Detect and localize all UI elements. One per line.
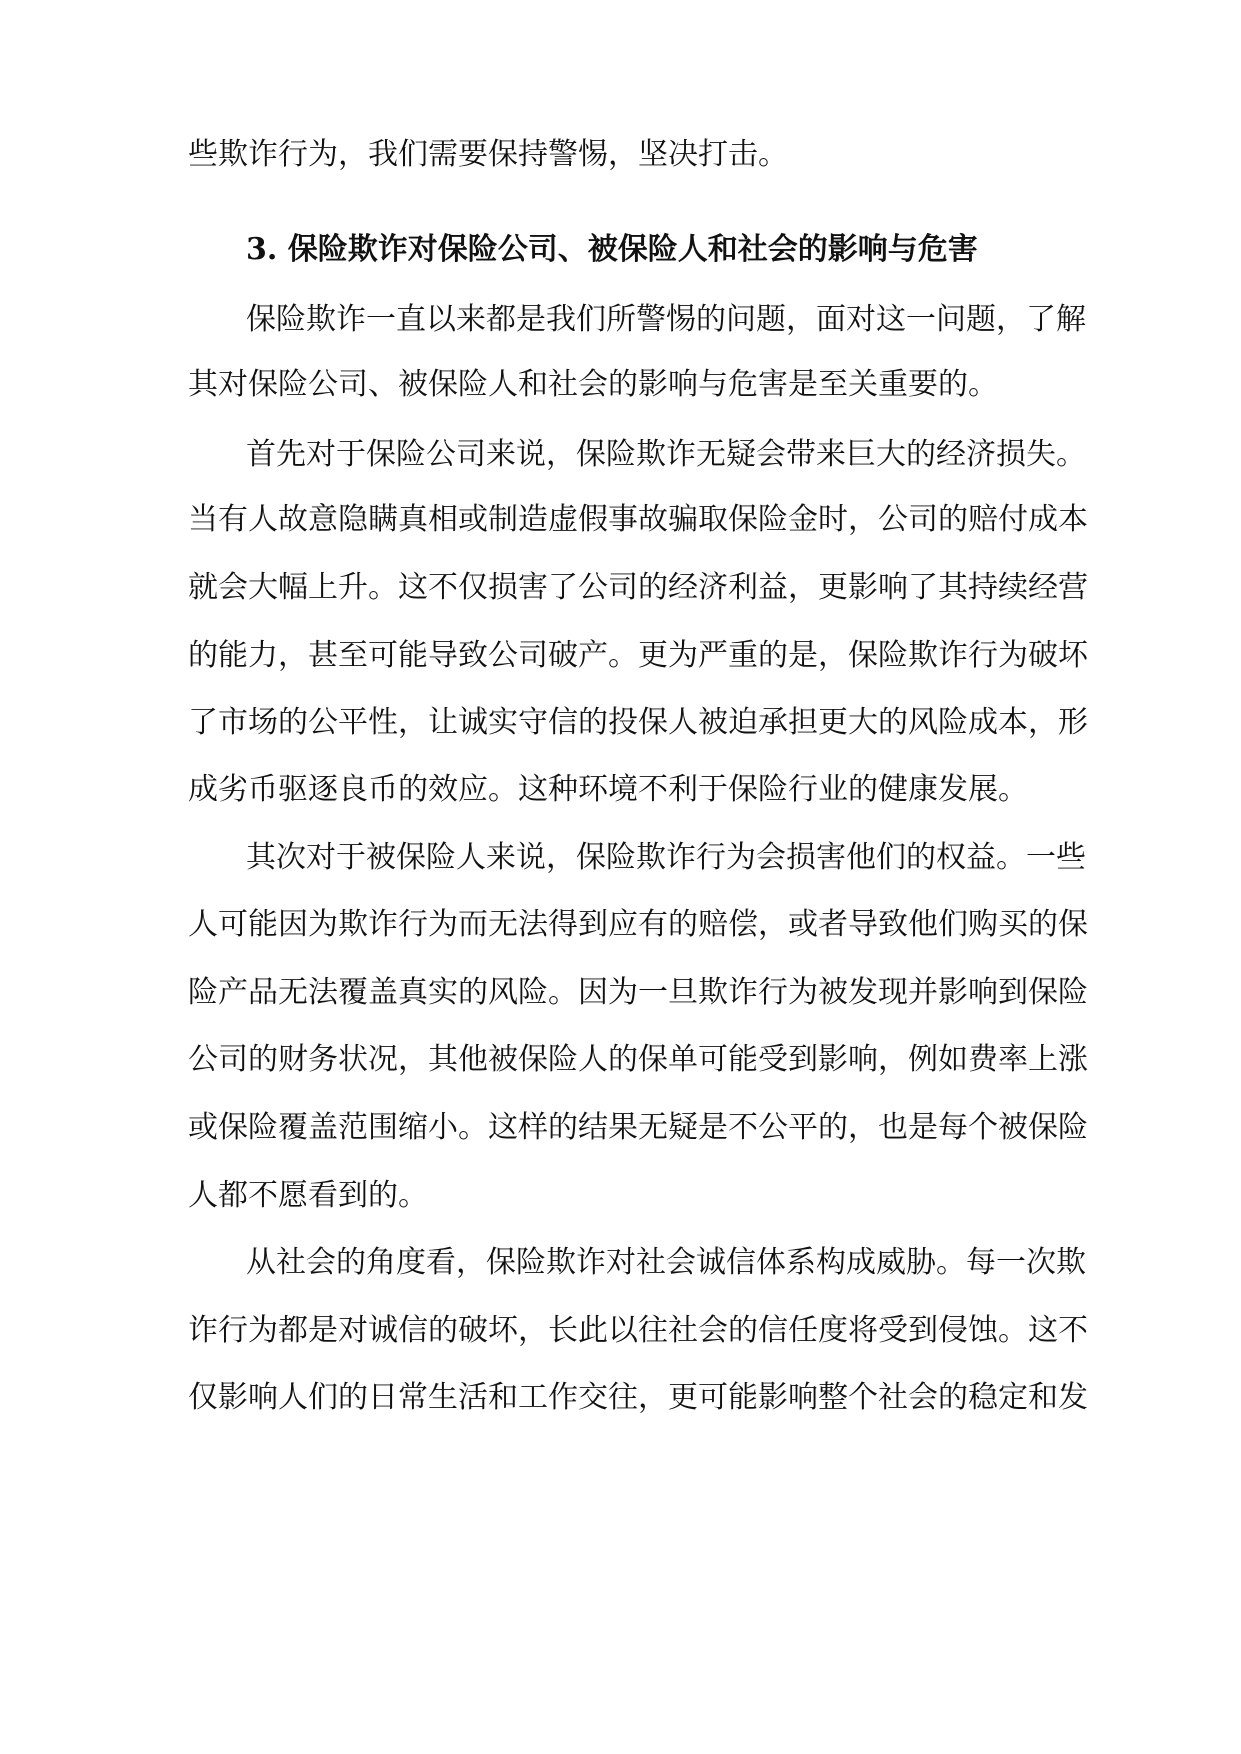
paragraph-line: 就会大幅上升。这不仅损害了公司的经济利益，更影响了其持续经营 [188,570,1088,605]
section-heading: 3. 保险欺诈对保险公司、被保险人和社会的影响与危害 [246,232,978,267]
paragraph-line: 的能力，甚至可能导致公司破产。更为严重的是，保险欺诈行为破坏 [188,638,1088,673]
paragraph-line: 保险欺诈一直以来都是我们所警惕的问题，面对这一问题，了解 [246,302,1086,337]
paragraph-line: 人可能因为欺诈行为而无法得到应有的赔偿，或者导致他们购买的保 [188,907,1088,942]
paragraph-line: 人都不愿看到的。 [188,1178,428,1213]
paragraph-line: 诈行为都是对诚信的破坏，长此以往社会的信任度将受到侵蚀。这不 [188,1313,1088,1348]
paragraph-line: 险产品无法覆盖真实的风险。因为一旦欺诈行为被发现并影响到保险 [188,975,1088,1010]
paragraph-line: 或保险覆盖范围缩小。这样的结果无疑是不公平的，也是每个被保险 [188,1110,1088,1145]
paragraph-line: 公司的财务状况，其他被保险人的保单可能受到影响，例如费率上涨 [188,1042,1088,1077]
paragraph-line: 其对保险公司、被保险人和社会的影响与危害是至关重要的。 [188,367,998,402]
paragraph-line: 首先对于保险公司来说，保险欺诈无疑会带来巨大的经济损失。 [246,437,1086,472]
paragraph-line: 些欺诈行为，我们需要保持警惕，坚决打击。 [188,137,788,172]
paragraph-line: 成劣币驱逐良币的效应。这种环境不利于保险行业的健康发展。 [188,772,1028,807]
paragraph-line: 仅影响人们的日常生活和工作交往，更可能影响整个社会的稳定和发 [188,1380,1088,1415]
paragraph-line: 其次对于被保险人来说，保险欺诈行为会损害他们的权益。一些 [246,840,1086,875]
paragraph-line: 从社会的角度看，保险欺诈对社会诚信体系构成威胁。每一次欺 [246,1245,1086,1280]
paragraph-line: 了市场的公平性，让诚实守信的投保人被迫承担更大的风险成本，形 [188,705,1088,740]
paragraph-line: 当有人故意隐瞒真相或制造虚假事故骗取保险金时，公司的赔付成本 [188,502,1088,537]
